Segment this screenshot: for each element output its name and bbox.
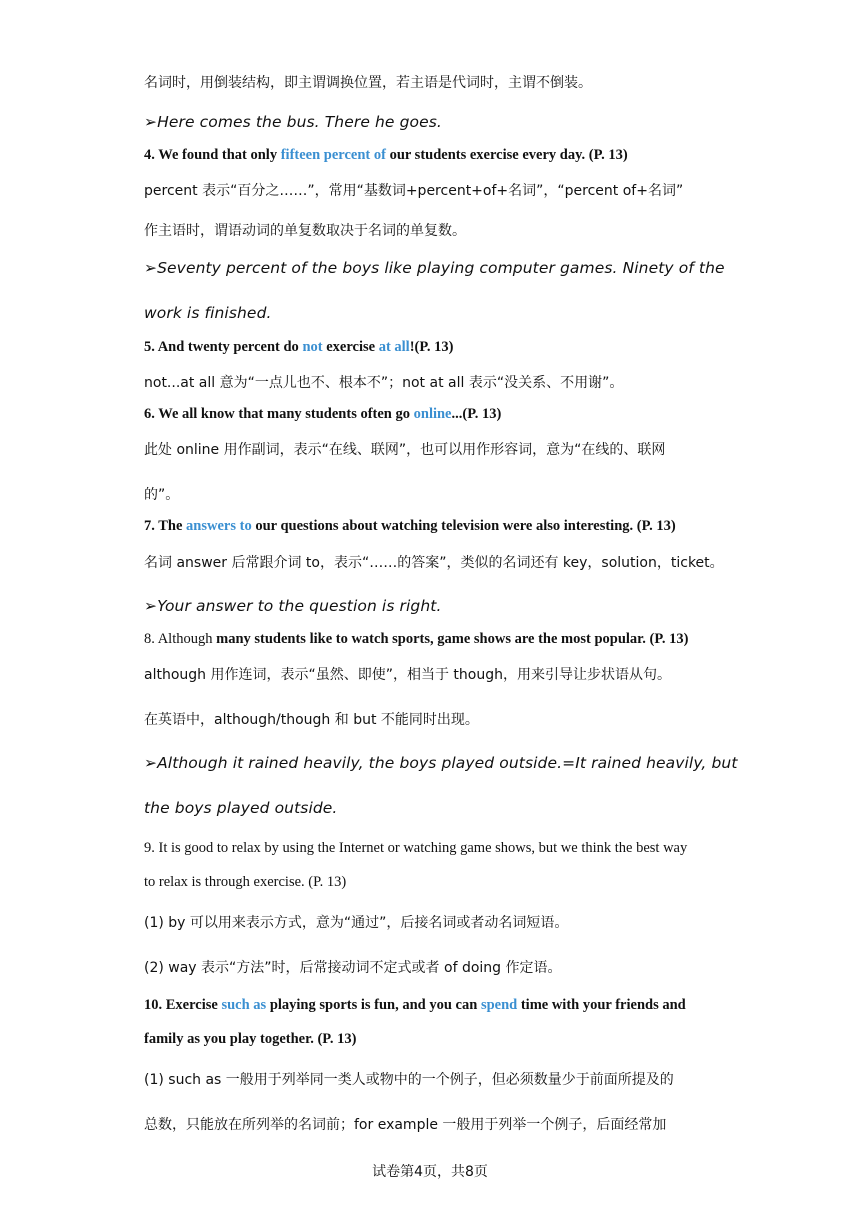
text-line: (1) such as 一般用于列举同一类人或物中的一个例子，但必须数量少于前面所提及的 [144,1072,674,1088]
highlight-phrase: not [302,339,323,355]
text-line: (1) by 可以用来表示方式，意为“通过”，后接名词或者动名词短语。 [144,915,569,931]
text-line: 总数，只能放在所列举的名词前；for example 一般用于列举一个例子，后面经常加 [144,1117,667,1133]
highlight-phrase: fifteen percent of [280,147,386,163]
highlight-phrase: spend [480,997,518,1013]
heading-item-6: 6. We all know that many students often go online...(P. 13) [144,406,502,422]
text-line: 名词时，用倒装结构，即主谓调换位置，若主语是代词时，主谓不倒装。 [144,75,592,91]
arrow-bullet-icon: ➢ [144,597,158,615]
text-line: 名词 answer 后常跟介词 to，表示“……的答案”，类似的名词还有 key，solution，ticket。 [144,555,724,571]
example-sentence: ➢Seventy percent of the boys like playing computer games. Ninety of the [144,259,725,277]
page-footer: 试卷第4页，共8页 [372,1164,488,1180]
highlight-phrase: such as [221,997,267,1013]
text-line: 的”。 [144,487,180,503]
heading-item-5: 5. And twenty percent do not exercise at all!(P. 13) [144,339,454,355]
example-sentence: ➢Here comes the bus. There he goes. [144,113,442,131]
text-line: not...at all 意为“一点儿也不、根本不”；not at all 表示“没关系、不用谢”。 [144,375,624,391]
heading-item-10-cont: family as you play together. (P. 13) [144,1031,357,1047]
arrow-bullet-icon: ➢ [144,259,158,277]
example-sentence-cont: work is finished. [144,304,272,322]
heading-item-9-cont: to relax is through exercise. (P. 13) [144,874,347,890]
text-line: 作主语时，谓语动词的单复数取决于名词的单复数。 [144,223,466,239]
highlight-phrase: answers to [186,518,252,534]
highlight-phrase: online [413,406,452,422]
text-line: although 用作连词，表示“虽然、即使”，相当于 though，用来引导让步状语从句。 [144,667,671,683]
arrow-bullet-icon: ➢ [144,113,158,131]
highlight-phrase: at all [378,339,410,355]
example-sentence: ➢Your answer to the question is right. [144,597,442,615]
example-sentence-cont: the boys played outside. [144,799,338,817]
text-line: (2) way 表示“方法”时，后常接动词不定式或者 of doing 作定语。 [144,960,562,976]
heading-item-8: 8. Although many students like to watch sports, game shows are the most popular. (P. 13) [144,631,689,647]
heading-item-9: 9. It is good to relax by using the Internet or watching game shows, but we think the best way [144,840,688,856]
text-line: percent 表示“百分之……”，常用“基数词+percent+of+名词”，“percent of+名词” [144,183,684,199]
arrow-bullet-icon: ➢ [144,754,158,772]
example-sentence: ➢Although it rained heavily, the boys played outside.=It rained heavily, but [144,754,738,772]
text-line: 此处 online 用作副词，表示“在线、联网”，也可以用作形容词，意为“在线的、联网 [144,442,666,458]
heading-item-10: 10. Exercise such as playing sports is fun, and you can spend time with your friends and [144,997,686,1013]
heading-item-7: 7. The answers to our questions about watching television were also interesting. (P. 13) [144,518,676,534]
heading-item-4: 4. We found that only fifteen percent of our students exercise every day. (P. 13) [144,147,628,163]
text-line: 在英语中，although/though 和 but 不能同时出现。 [144,712,479,728]
